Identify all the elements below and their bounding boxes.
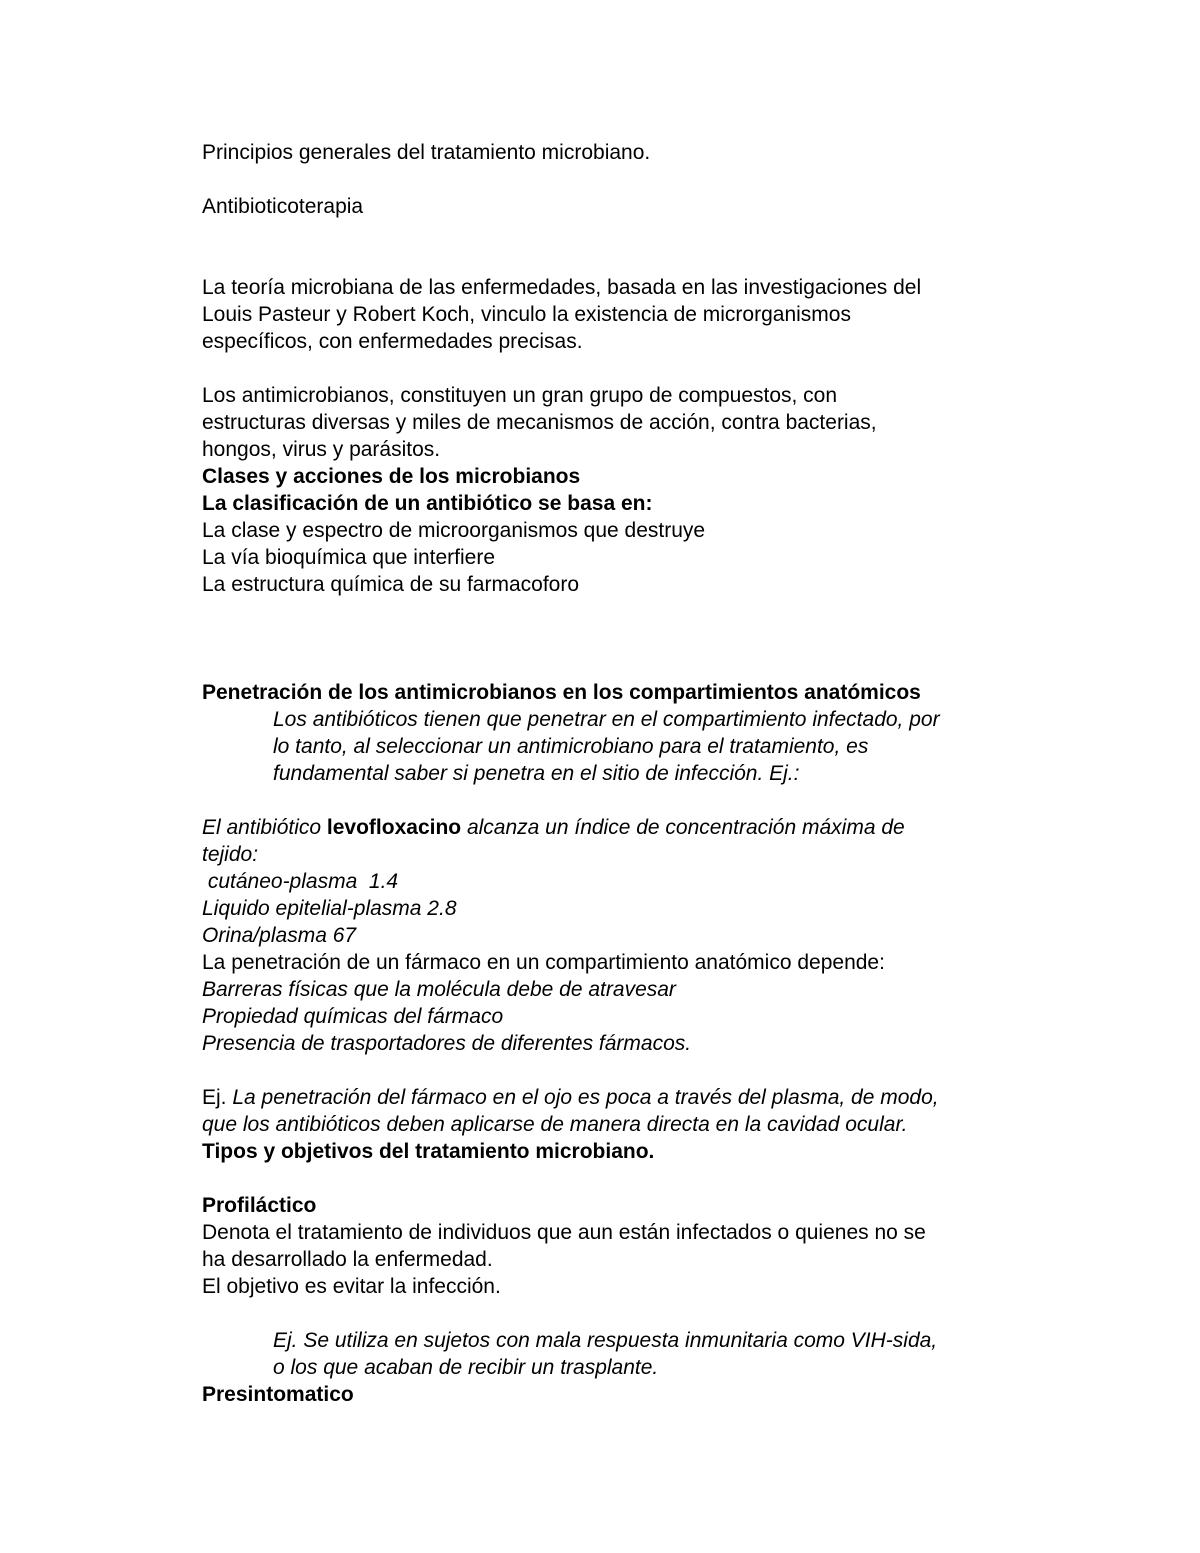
para-teoria-line: específicos, con enfermedades precisas.: [202, 330, 583, 353]
ratio-item: cutáneo-plasma 1.4: [202, 870, 399, 893]
list-item: La estructura química de su farmacoforo: [202, 573, 580, 596]
depende-item: Presencia de trasportadores de diferentes fármacos.: [202, 1032, 692, 1055]
prof-example-line: o los que acaban de recibir un trasplante.: [273, 1356, 659, 1379]
para-teoria-line: Louis Pasteur y Robert Koch, vinculo la existencia de microrganismos: [202, 303, 851, 326]
ej-prefix: Ej.: [202, 1086, 233, 1109]
levo-post: alcanza un índice de concentración máxima de: [461, 816, 905, 839]
heading-clases: Clases y acciones de los microbianos: [202, 465, 581, 488]
para-antimicrobianos-line: hongos, virus y parásitos.: [202, 438, 441, 461]
para-profilactico-line: El objetivo es evitar la infección.: [202, 1275, 501, 1298]
para-penetracion-line: Los antibióticos tienen que penetrar en el compartimiento infectado, por: [273, 708, 940, 731]
para-profilactico-line: ha desarrollado la enfermedad.: [202, 1248, 493, 1271]
depende-line: La penetración de un fármaco en un compartimiento anatómico depende:: [202, 951, 885, 974]
levo-drug-name: levofloxacino: [326, 816, 462, 839]
depende-item: Propiedad químicas del fármaco: [202, 1005, 504, 1028]
heading-profilactico: Profiláctico: [202, 1194, 317, 1217]
heading-presintomatico: Presintomatico: [202, 1383, 354, 1406]
levo-pre: El antibiótico: [202, 816, 327, 839]
para-penetracion-line: fundamental saber si penetra en el sitio de infección. Ej.:: [273, 762, 800, 785]
para-teoria-line: La teoría microbiana de las enfermedades, basada en las investigaciones del: [202, 276, 922, 299]
heading-clasificacion: La clasificación de un antibiótico se basa en:: [202, 492, 653, 515]
para-penetracion-line: lo tanto, al seleccionar un antimicrobiano para el tratamiento, es: [273, 735, 869, 758]
para-levofloxacino: [202, 814, 1042, 841]
list-item: La clase y espectro de microorganismos que destruye: [202, 519, 706, 542]
depende-item: Barreras físicas que la molécula debe de atravesar: [202, 978, 676, 1001]
document-page: [202, 139, 1042, 1408]
heading-penetracion: Penetración de los antimicrobianos en los compartimientos anatómicos: [202, 681, 921, 704]
ej-line1: La penetración del fármaco en el ojo es poca a través del plasma, de modo,: [232, 1086, 939, 1109]
doc-title: Principios generales del tratamiento microbiano.: [202, 141, 651, 164]
prof-example-line: Ej. Se utiliza en sujetos con mala respuesta inmunitaria como VIH-sida,: [273, 1329, 938, 1352]
heading-tipos: Tipos y objetivos del tratamiento microbiano.: [202, 1140, 655, 1163]
para-antimicrobianos-line: estructuras diversas y miles de mecanismos de acción, contra bacterias,: [202, 411, 877, 434]
ratio-item: Liquido epitelial-plasma 2.8: [202, 897, 457, 920]
para-profilactico-line: Denota el tratamiento de individuos que aun están infectados o quienes no se: [202, 1221, 926, 1244]
list-item: La vía bioquímica que interfiere: [202, 546, 496, 569]
para-antimicrobianos-line: Los antimicrobianos, constituyen un gran grupo de compuestos, con: [202, 384, 838, 407]
ratio-item: Orina/plasma 67: [202, 924, 357, 947]
ej-line2: que los antibióticos deben aplicarse de manera directa en la cavidad ocular.: [202, 1113, 908, 1136]
para-ojo: [202, 1084, 1042, 1111]
doc-subtitle: Antibioticoterapia: [202, 195, 364, 218]
levo-line2: tejido:: [202, 843, 259, 866]
